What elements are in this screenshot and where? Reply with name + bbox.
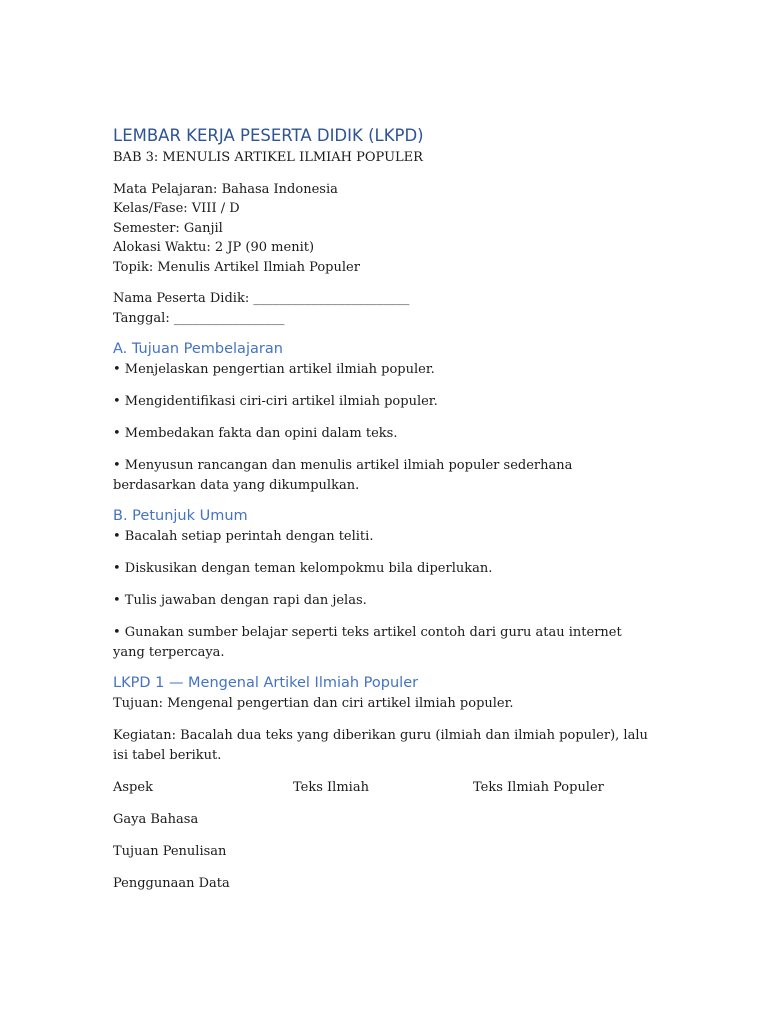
list-item: • Tulis jawaban dengan rapi dan jelas. — [113, 593, 367, 608]
list-item: • Mengidentifikasi ciri-ciri artikel ilmiah populer. — [113, 394, 438, 409]
section-a-list — [113, 360, 653, 495]
meta-info — [113, 180, 653, 278]
table-row-label: Penggunaan Data — [113, 875, 230, 891]
list-item: • Diskusikan dengan teman kelompokmu bila diperlukan. — [113, 561, 493, 576]
meta-semester: Semester: Ganjil — [113, 220, 223, 236]
table-row — [113, 842, 653, 862]
meta-subject: Mata Pelajaran: Bahasa Indonesia — [113, 181, 338, 197]
section-b-heading: B. Petunjuk Umum — [113, 508, 248, 524]
table-header-cell: Teks Ilmiah Populer — [473, 779, 604, 795]
document-page — [113, 124, 653, 906]
lkpd1-objective: Tujuan: Mengenal pengertian dan ciri artikel ilmiah populer. — [113, 696, 514, 711]
meta-class: Kelas/Fase: VIII / D — [113, 201, 240, 216]
list-item: • Membedakan fakta dan opini dalam teks. — [113, 426, 398, 441]
lkpd1-activity: Kegiatan: Bacalah dua teks yang diberikan guru (ilmiah dan ilmiah populer), lalu isi tabel berikut. — [113, 728, 648, 763]
section-a-heading: A. Tujuan Pembelajaran — [113, 341, 283, 357]
comparison-table — [113, 778, 653, 894]
table-header-row — [113, 778, 653, 798]
list-item: • Gunakan sumber belajar seperti teks artikel contoh dari guru atau internet yang terpercaya. — [113, 625, 622, 660]
document-title: LEMBAR KERJA PESERTA DIDIK (LKPD) — [113, 126, 424, 145]
list-item: • Bacalah setiap perintah dengan teliti. — [113, 529, 374, 544]
table-row-label: Gaya Bahasa — [113, 811, 199, 827]
meta-topic: Topik: Menulis Artikel Ilmiah Populer — [113, 259, 360, 275]
table-row — [113, 874, 653, 894]
date-field: Tanggal: _________________ — [113, 310, 285, 326]
list-item: • Menjelaskan pengertian artikel ilmiah populer. — [113, 362, 435, 377]
table-row-label: Tujuan Penulisan — [113, 843, 227, 859]
table-header-cell: Aspek — [113, 779, 153, 795]
table-header-cell: Teks Ilmiah — [293, 779, 369, 795]
section-b-list — [113, 527, 653, 662]
lkpd1-heading: LKPD 1 — Mengenal Artikel Ilmiah Populer — [113, 675, 419, 691]
meta-time: Alokasi Waktu: 2 JP (90 menit) — [113, 240, 315, 255]
student-fields — [113, 289, 653, 328]
chapter-subtitle: BAB 3: MENULIS ARTIKEL ILMIAH POPULER — [113, 150, 423, 165]
list-item: • Menyusun rancangan dan menulis artikel ilmiah populer sederhana berdasarkan data yang dikumpulkan. — [113, 458, 573, 493]
table-row — [113, 810, 653, 830]
student-name-field: Nama Peserta Didik: ________________________ — [113, 291, 410, 306]
